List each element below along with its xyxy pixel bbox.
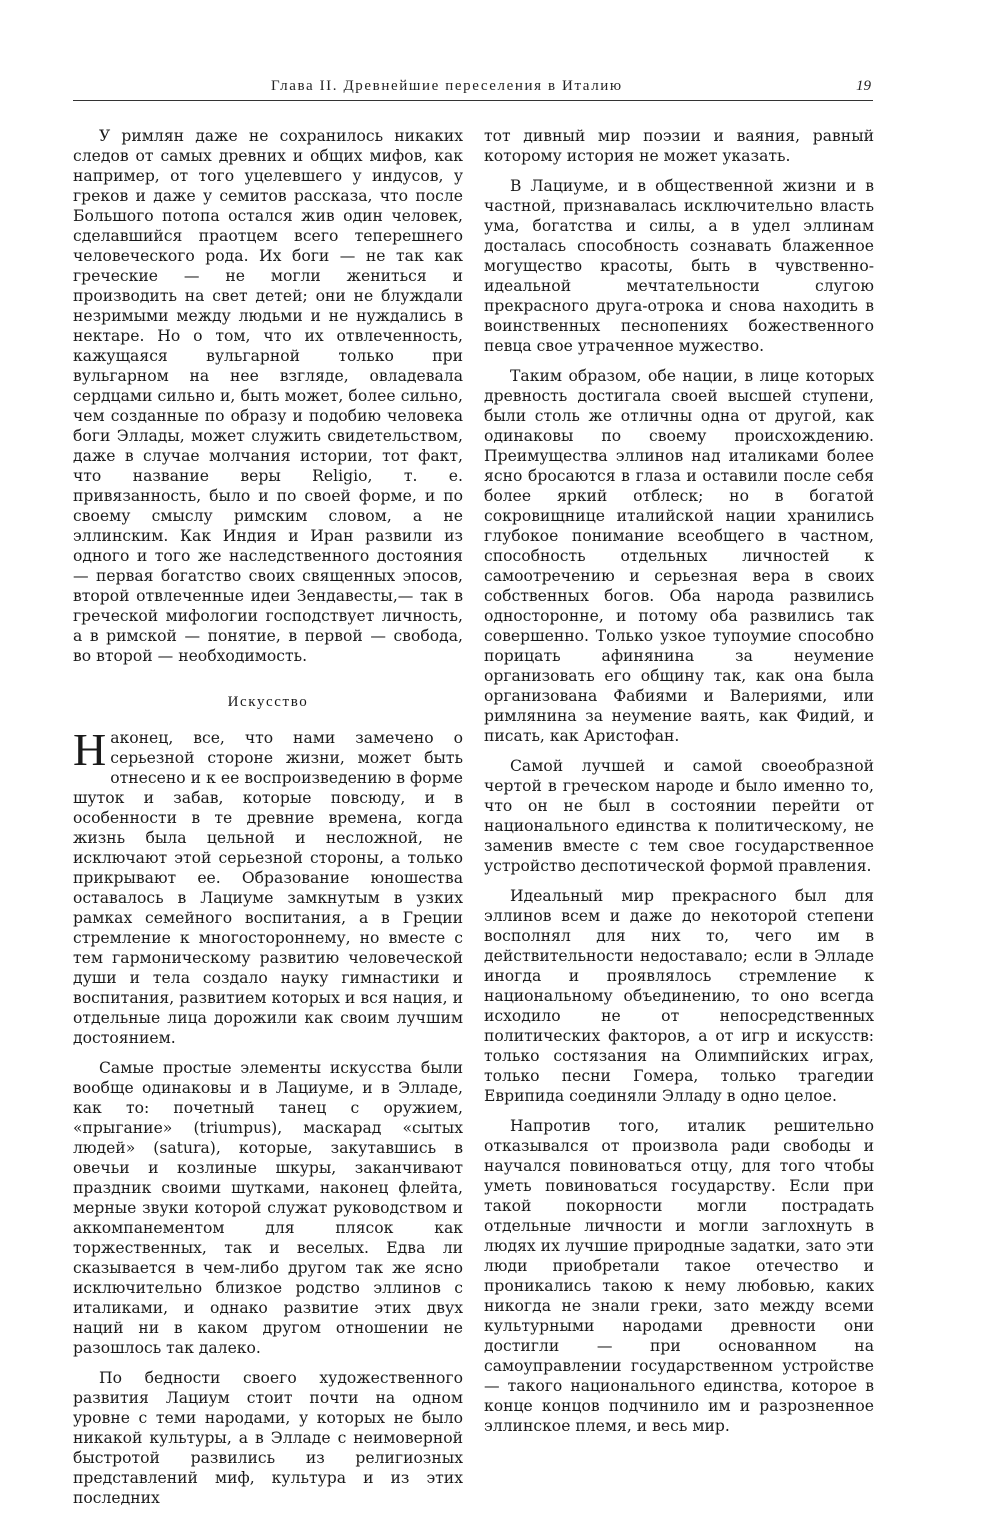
drop-cap: Н [73, 724, 107, 775]
paragraph-art-intro [73, 724, 463, 1048]
paragraph-ideal-world: Идеальный мир прекрасного был для эллинов всем и даже до некоторой степени восполнял для них то, чего им в действительности недоставало; если в Элладе иногда и проявлялось стремление к национальному объединению, то оно всегда исходило не от непосредственных политических факторов, а от игр и искусств: только состязания на Олимпийских играх, только песни Гомера, только трагедии Еврипида соединяли Элладу в одно целое. [484, 887, 874, 1105]
page-header [73, 78, 873, 101]
paragraph-art-elements: Самые простые элементы искусства были вообще одинаковы и в Лациуме, и в Элладе, как то: почетный танец с оружием, «прыгание» (triumpus), маскарад «сытых людей» (satura), которые, закутавшись в овечьи и козлиные шкуры, заканчивают праздник своими шутками, наконец флейта, мерные звуки которой служат руководством и аккомпанементом для плясок как торжественных, так и веселых. Едва ли сказывается в чем-либо другом так же ясно исключительно близкое родство эллинов с италиками, и однако развитие этих двух наций ни в каком другом отношении не разошлось так далеко. [73, 1059, 463, 1357]
section-heading-art: Искусство [227, 694, 309, 710]
paragraph-greek-trait: Самой лучшей и самой своеобразной чертой в греческом народе и было именно то, что он не был в состоянии перейти от национального единства к политическому, не заменив вместе с тем свое государственное устройство деспотической формой правления. [484, 757, 874, 875]
page-number: 19 [856, 78, 871, 94]
paragraph-myths: У римлян даже не сохранилось никаких следов от самых древних и общих мифов, как например, от того уцелевшего у индусов, у греков и даже у семитов рассказа, что после Большого потопа остался жив один человек, сделавшийся праотцем всего теперешнего человеческого рода. Их боги — не так как греческие — не могли жениться и производить на свет детей; они не блуждали незримыми между людьми и не нуждались в нектаре. Но о том, что их отвлеченность, кажущаяся вульгарной только при вульгарном на нее взгляде, овладевала сердцами сильно и, быть может, более сильно, чем созданные по образу и подобию человека боги Эллады, может служить свидетельством, даже в случае молчания истории, тот факт, что название веры Religio, т. е. привязанность, было и по своей форме, и по своему смыслу римским словом, а не эллинским. Как Индия и Иран развили из одного и того же наследственного достояния — первая богатство своих священных эпосов, второй отвлеченные идеи Зендавесты,— так в греческой мифологии господствует личность, а в римской — понятие, в первой — свобода, во второй — необходимость. [73, 127, 463, 665]
left-column [73, 126, 463, 1518]
paragraph-latium-poverty: По бедности своего художественного развития Лациум стоит почти на одном уровне с теми народами, у которых не было никакой культуры, а в Элладе с неимоверной быстротой развились из религиозных представлений миф, культура и из этих последних [73, 1369, 463, 1507]
right-column [484, 126, 874, 1446]
running-title: Глава II. Древнейшие переселения в Италию [271, 78, 623, 94]
paragraph-italic-obedience: Напротив того, италик решительно отказывался от произвола ради свободы и научался повиноваться отцу, для того чтобы уметь повиноваться государству. Если при такой покорности могли пострадать отдельные личности и могли заглохнуть в людях их лучшие природные задатки, зато эти люди приобретали такое отечество и проникались такою к нему любовью, каких никогда не знали греки, зато между всеми культурными народами древности они достигли — при основанном на самоуправлении государственном устройстве — такого национального единства, которое в конце концов подчинило им и разрозненное эллинское племя, и весь мир. [484, 1117, 874, 1435]
paragraph-art-intro-text: аконец, все, что нами замечено о серьезной стороне жизни, может быть отнесено и к ее воспроизведению в форме шуток и забав, которые повсюду, и в особенности в те древние времена, когда жизнь была цельной и несложной, не исключают этой серьезной стороны, а только прикрывают ее. Образование юношества оставалось в Лациуме замкнутым в узких рамках семейного воспитания, а в Греции стремление к многостороннему, но вместе с тем гармоническому развитию человеческой души и тела создало науку гимнастики и воспитания, развитием которых и вся нация, и отдельные лица дорожили как своим лучшим достоянием. [73, 729, 463, 1047]
paragraph-latium-power: В Лациуме, и в общественной жизни и в частной, признавалась исключительно власть ума, богатства и силы, а в удел эллинам досталась способность сознавать блаженное могущество красоты, быть в чувственно-идеальной мечтательности слугою прекрасного друга-отрока и снова находить в воинственных песнопениях божественного певца свое утраченное мужество. [484, 177, 874, 355]
paragraph-continuation: тот дивный мир поэзии и ваяния, равный которому история не может указать. [484, 127, 874, 165]
paragraph-two-nations: Таким образом, обе нации, в лице которых древность достигала своей высшей ступени, были столь же отличны одна от другой, как одинаковы по своему происхождению. Преимущества эллинов над италиками более ясно бросаются в глаза и оставили после себя более яркий отблеск; но в богатой сокровищнице италийской нации хранились глубокое понимание всеобщего в частном, способность отдельных личностей к самоотречению и серьезная вера в своих собственных богов. Оба народа развились односторонне, и потому оба развились так совершенно. Только узкое тупоумие способно порицать афинянина за неумение организовать его общину так, как она была организована Фабиями и Валериями, или римлянина за неумение ваять, как Фидий, и писать, как Аристофан. [484, 367, 874, 745]
